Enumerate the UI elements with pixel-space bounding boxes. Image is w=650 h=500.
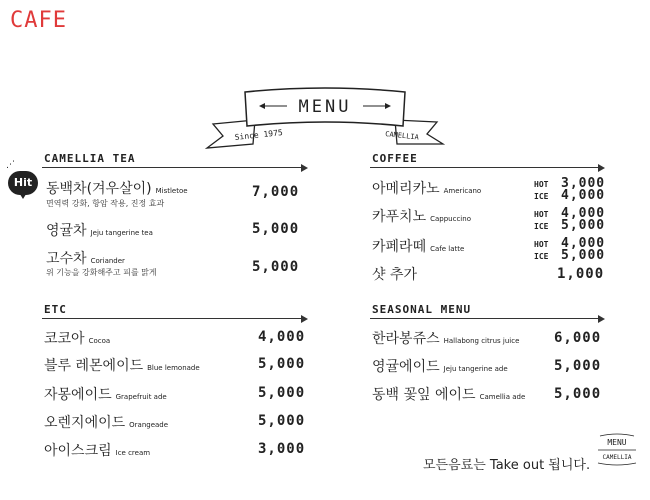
tea-item-desc: 면역력 강화, 항암 작용, 진정 효과: [46, 199, 165, 208]
divider-line: [42, 167, 302, 168]
arrow-icon: [301, 315, 308, 323]
coffee-item-name: 카푸치노 Cappuccino: [372, 209, 471, 225]
section-title-etc: ETC: [44, 303, 67, 316]
section-title-camellia-tea: CAMELLIA TEA: [44, 152, 136, 165]
hot-price: 4,000: [561, 206, 606, 221]
hot-price: 3,000: [561, 176, 606, 191]
etc-item-price: 5,000: [258, 385, 306, 401]
etc-item-price: 3,000: [258, 441, 306, 457]
seasonal-item-price: 5,000: [554, 386, 602, 402]
tea-item-price: 7,000: [252, 184, 300, 200]
divider-line: [42, 318, 302, 319]
etc-item-name: 아이스크림 Ice cream: [44, 443, 151, 459]
tea-item-desc: 위 기능을 강화해주고 피를 맑게: [46, 268, 157, 277]
banner-camellia: CAMELLIA: [384, 130, 420, 142]
tea-item-name: 동백차(겨우살이) Mistletoe: [46, 181, 188, 197]
ice-price: 5,000: [561, 218, 606, 233]
cafe-logo: CAFE: [10, 8, 67, 33]
menu-stamp-logo: [592, 432, 642, 468]
divider-line: [370, 167, 599, 168]
hot-label: HOT: [534, 240, 549, 249]
hot-label: HOT: [534, 180, 549, 189]
hit-badge: Hit: [8, 171, 38, 195]
hot-price: 4,000: [561, 236, 606, 251]
tea-item-name: 영귤차 Jeju tangerine tea: [46, 223, 153, 239]
ice-label: ICE: [534, 222, 549, 231]
etc-item-name: 블루 레몬에이드 Blue lemonade: [44, 358, 200, 374]
svg-text:MENU: MENU: [607, 438, 627, 447]
seasonal-item-name: 한라봉쥬스 Hallabong citrus juice: [372, 331, 520, 347]
coffee-item-name: 아메리카노 Americano: [372, 181, 482, 197]
hit-badge-tail: [18, 191, 28, 199]
takeout-note: 모든음료는 Take out 됩니다.: [423, 458, 591, 473]
sparkle-icon: ⋰: [6, 160, 15, 170]
section-title-coffee: COFFEE: [372, 152, 418, 165]
coffee-item-name: 카페라떼 Cafe latte: [372, 239, 465, 255]
section-title-seasonal: SEASONAL MENU: [372, 303, 472, 316]
etc-item-name: 자몽에이드 Grapefruit ade: [44, 387, 167, 403]
coffee-item-name: 샷 추가: [372, 267, 418, 283]
tea-item-price: 5,000: [252, 221, 300, 237]
ice-price: 4,000: [561, 188, 606, 203]
seasonal-item-name: 영귤에이드 Jeju tangerine ade: [372, 359, 508, 375]
arrow-icon: [301, 164, 308, 172]
banner-since: Since 1975: [234, 128, 284, 142]
tea-item-price: 5,000: [252, 259, 300, 275]
banner-title: MENU: [298, 97, 352, 117]
etc-item-name: 코코아 Cocoa: [44, 331, 111, 347]
arrow-icon: [598, 164, 605, 172]
seasonal-item-price: 5,000: [554, 358, 602, 374]
tea-item-name: 고수차 Coriander: [46, 251, 125, 267]
arrow-icon: [598, 315, 605, 323]
etc-item-price: 5,000: [258, 356, 306, 372]
ice-price: 5,000: [561, 248, 606, 263]
etc-item-price: 5,000: [258, 413, 306, 429]
menu-ribbon-banner: [205, 82, 445, 152]
etc-item-name: 오렌지에이드 Orangeade: [44, 415, 169, 431]
svg-text:CAMELLIA: CAMELLIA: [602, 454, 632, 461]
seasonal-item-name: 동백 꽃잎 에이드 Camellia ade: [372, 387, 526, 403]
ice-label: ICE: [534, 252, 549, 261]
ice-label: ICE: [534, 192, 549, 201]
seasonal-item-price: 6,000: [554, 330, 602, 346]
divider-line: [370, 318, 599, 319]
hot-label: HOT: [534, 210, 549, 219]
etc-item-price: 4,000: [258, 329, 306, 345]
coffee-item-price: 1,000: [557, 266, 605, 282]
